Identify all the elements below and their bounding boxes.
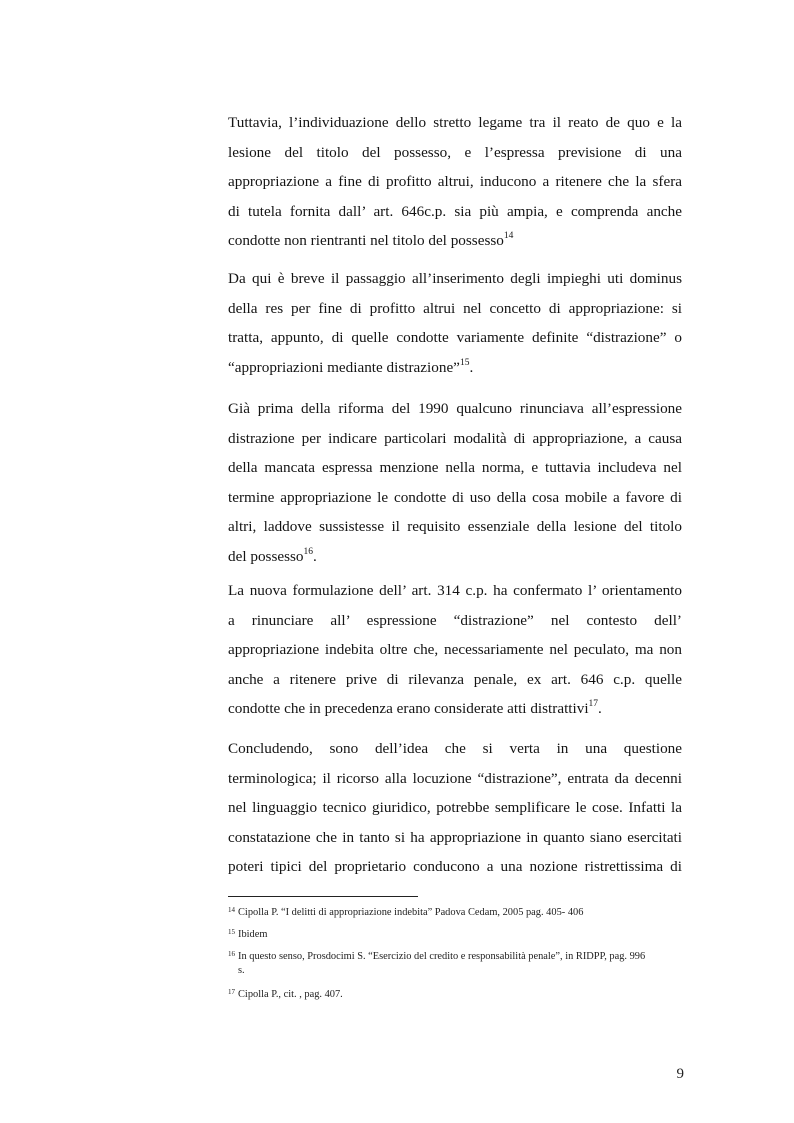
- text-line: altri, laddove sussistesse il requisito essenziale della lesione del titolo: [228, 518, 682, 536]
- text-line-content: condotte che in precedenza erano considerate atti distrattivi: [228, 700, 589, 718]
- footnote-number: 15: [228, 928, 235, 936]
- footnote-16: [228, 950, 684, 978]
- text-line: della mancata espressa menzione nella norma, e tuttavia includeva nel: [228, 459, 682, 477]
- text-line: anche a ritenere prive di rilevanza penale, ex art. 646 c.p. quelle: [228, 670, 682, 688]
- footnote-text: In questo senso, Prosdocimi S. “Esercizio del credito e responsabilità penale”, in RIDPP, pag. 996: [238, 951, 646, 962]
- text-line: di tutela fornita dall’ art. 646c.p. sia più ampia, e comprenda anche: [228, 202, 682, 220]
- footnote-text-continuation: s.: [238, 965, 245, 976]
- text-line-content: condotte non rientranti nel titolo del possesso: [228, 232, 504, 250]
- text-line: termine appropriazione le condotte di uso della cosa mobile a favore di: [228, 488, 682, 506]
- footnote-17: [228, 988, 684, 1002]
- footnote-text: Cipolla P. “I delitti di appropriazione indebita” Padova Cedam, 2005 pag. 405- 406: [238, 907, 584, 918]
- text-line: nel linguaggio tecnico giuridico, potrebbe semplificare le cose. Infatti la: [228, 799, 682, 817]
- text-line: terminologica; il ricorso alla locuzione “distrazione”, entrata da decenni: [228, 769, 682, 787]
- end-punct: .: [598, 700, 602, 718]
- text-line: della res per fine di profitto altrui nel concetto di appropriazione: si: [228, 299, 682, 317]
- end-punct: .: [313, 547, 317, 565]
- footnote-15: [228, 928, 684, 942]
- text-line: a rinunciare all’ espressione “distrazione” nel contesto dell’: [228, 611, 682, 629]
- text-line: La nuova formulazione dell’ art. 314 c.p. ha confermato l’ orientamento: [228, 582, 682, 599]
- paragraph-4: [228, 576, 682, 724]
- footnote-number: 14: [228, 906, 235, 914]
- paragraph-2: [228, 264, 682, 382]
- footnote-separator: [228, 896, 418, 897]
- footnote-ref-15[interactable]: 15: [459, 357, 470, 368]
- paragraph-3: [228, 394, 682, 572]
- paragraph-1: [228, 108, 682, 256]
- text-line: lesione del titolo del possesso, e l’espressa previsione di una: [228, 143, 682, 161]
- text-line: [228, 226, 682, 256]
- text-line: distrazione per indicare particolari modalità di appropriazione, a causa: [228, 429, 682, 447]
- text-line: constatazione che in tanto si ha appropriazione in quanto siano esercitati: [228, 828, 682, 846]
- text-line: tratta, appunto, di quelle condotte variamente definite “distrazione” o: [228, 329, 682, 347]
- end-punct: .: [469, 358, 474, 376]
- text-line: [228, 694, 682, 724]
- footnote-ref-17[interactable]: 17: [588, 699, 599, 710]
- footnote-ref-14[interactable]: 14: [503, 231, 514, 242]
- footnote-number: 16: [228, 950, 235, 958]
- paragraph-5: [228, 734, 682, 882]
- text-line: Tuttavia, l’individuazione dello stretto legame tra il reato de quo e la: [228, 114, 682, 131]
- text-line: appropriazione indebita oltre che, necessariamente nel peculato, ma non: [228, 641, 682, 659]
- footnote-14: [228, 906, 684, 920]
- text-line-content: “appropriazioni mediante distrazione”: [228, 358, 460, 376]
- text-line: [228, 542, 682, 572]
- text-line: poteri tipici del proprietario conducono a una nozione ristrettissima di: [228, 858, 682, 876]
- footnote-text: Ibidem: [238, 929, 268, 940]
- footnote-number: 17: [228, 988, 235, 996]
- footnote-text: Cipolla P., cit. , pag. 407.: [238, 989, 343, 1000]
- text-line: Da qui è breve il passaggio all’inserimento degli impieghi uti dominus: [228, 270, 682, 287]
- text-line: Già prima della riforma del 1990 qualcuno rinunciava all’espressione: [228, 400, 682, 417]
- text-line: appropriazione a fine di profitto altrui, inducono a ritenere che la sfera: [228, 173, 682, 191]
- text-line: [228, 353, 682, 383]
- footnote-ref-16[interactable]: 16: [303, 546, 314, 557]
- text-line-content: del possesso: [228, 547, 304, 565]
- page-number: 9: [676, 1066, 684, 1082]
- text-line: Concludendo, sono dell’idea che si verta in una questione: [228, 740, 682, 757]
